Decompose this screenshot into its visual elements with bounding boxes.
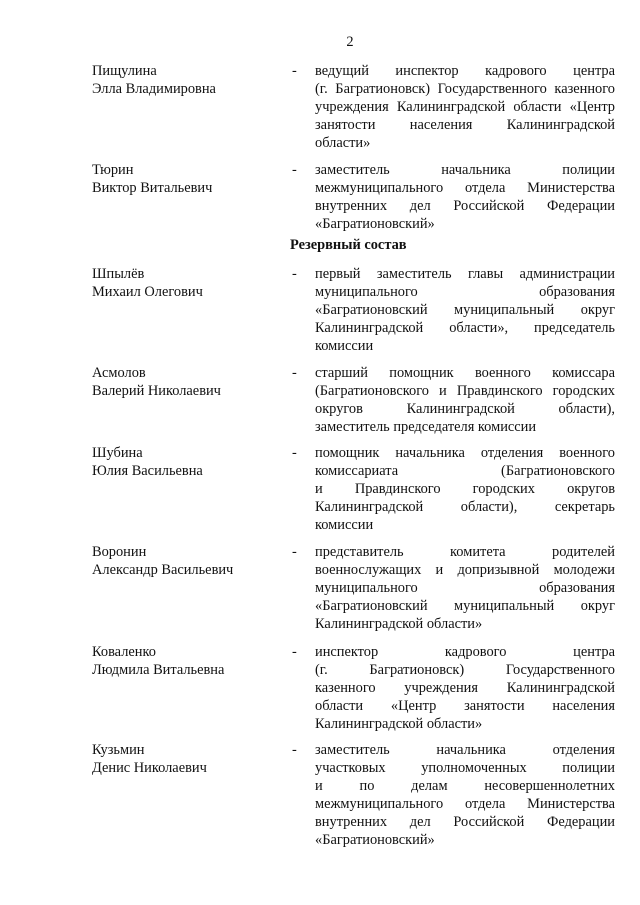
position-line: комиссии — [315, 517, 374, 533]
position-line: старший помощник военного комиссара — [315, 365, 615, 381]
position-line: «Багратионовский» — [315, 832, 435, 848]
member-position — [315, 265, 615, 355]
position-line: муниципального образования — [315, 580, 615, 596]
position-line: учреждения Калининградской области «Центр — [315, 99, 615, 115]
member-name — [92, 161, 282, 197]
member-name — [92, 62, 282, 98]
member-position — [315, 444, 615, 534]
entry-dash: - — [292, 644, 297, 660]
position-line: заместитель председателя комиссии — [315, 419, 537, 435]
position-line: и Правдинского городских округов — [315, 481, 615, 497]
position-line: внутренних дел Российской Федерации — [315, 198, 615, 214]
member-surname: Пищулина — [92, 63, 157, 79]
entry-dash: - — [292, 445, 297, 461]
member-given-names: Денис Николаевич — [92, 760, 207, 776]
position-line: заместитель начальника полиции — [315, 162, 615, 178]
entry-dash: - — [292, 742, 297, 758]
member-position — [315, 62, 615, 152]
position-line: «Багратионовский муниципальный округ — [315, 598, 615, 614]
member-name — [92, 643, 282, 679]
member-surname: Шпылёв — [92, 266, 145, 282]
member-surname: Тюрин — [92, 162, 134, 178]
position-line: казенного учреждения Калининградской — [315, 680, 615, 696]
member-surname: Асмолов — [92, 365, 146, 381]
position-line: «Багратионовский» — [315, 216, 435, 232]
entry-dash: - — [292, 544, 297, 560]
position-line: участковых уполномоченных полиции — [315, 760, 615, 776]
entry-dash: - — [292, 365, 297, 381]
member-surname: Воронин — [92, 544, 147, 560]
member-name — [92, 444, 282, 480]
position-line: первый заместитель главы администрации — [315, 266, 615, 282]
member-given-names: Виктор Витальевич — [92, 180, 213, 196]
position-line: Калининградской области», председатель — [315, 320, 615, 336]
position-line: (г. Багратионовск) Государственного казенного — [315, 81, 615, 97]
position-line: ведущий инспектор кадрового центра — [315, 63, 615, 79]
position-line: помощник начальника отделения военного — [315, 445, 615, 461]
member-name — [92, 543, 282, 579]
position-line: области «Центр занятости населения — [315, 698, 615, 714]
member-given-names: Элла Владимировна — [92, 81, 216, 97]
page-number: 2 — [346, 34, 354, 50]
position-line: заместитель начальника отделения — [315, 742, 615, 758]
position-line: области» — [315, 135, 371, 151]
member-surname: Кузьмин — [92, 742, 145, 758]
position-line: Калининградской области» — [315, 616, 483, 632]
member-given-names: Александр Васильевич — [92, 562, 234, 578]
position-line: «Багратионовский муниципальный округ — [315, 302, 615, 318]
position-line: и по делам несовершеннолетних — [315, 778, 615, 794]
position-line: Калининградской области» — [315, 716, 483, 732]
member-name — [92, 364, 282, 400]
member-position — [315, 741, 615, 849]
position-line: межмуниципального отдела Министерства — [315, 796, 615, 812]
member-name — [92, 741, 282, 777]
position-line: межмуниципального отдела Министерства — [315, 180, 615, 196]
member-position — [315, 161, 615, 233]
member-given-names: Михаил Олегович — [92, 284, 203, 300]
position-line: округов Калининградской области), — [315, 401, 615, 417]
position-line: представитель комитета родителей — [315, 544, 615, 560]
position-line: Калининградской области), секретарь — [315, 499, 615, 515]
position-line: внутренних дел Российской Федерации — [315, 814, 615, 830]
position-line: (г. Багратионовск) Государственного — [315, 662, 615, 678]
entry-dash: - — [292, 162, 297, 178]
member-name — [92, 265, 282, 301]
position-line: инспектор кадрового центра — [315, 644, 615, 660]
member-surname: Коваленко — [92, 644, 156, 660]
entry-dash: - — [292, 63, 297, 79]
position-line: комиссии — [315, 338, 374, 354]
member-position — [315, 643, 615, 733]
member-given-names: Валерий Николаевич — [92, 383, 221, 399]
position-line: занятости населения Калининградской — [315, 117, 615, 133]
reserve-section-heading: Резервный состав — [290, 237, 407, 253]
position-line: военнослужащих и допризывной молодежи — [315, 562, 615, 578]
position-line: (Багратионовского и Правдинского городских — [315, 383, 615, 399]
member-position — [315, 364, 615, 436]
entry-dash: - — [292, 266, 297, 282]
member-given-names: Юлия Васильевна — [92, 463, 203, 479]
member-position — [315, 543, 615, 633]
position-line: муниципального образования — [315, 284, 615, 300]
member-surname: Шубина — [92, 445, 143, 461]
position-line: комиссариата (Багратионовского — [315, 463, 615, 479]
member-given-names: Людмила Витальевна — [92, 662, 225, 678]
